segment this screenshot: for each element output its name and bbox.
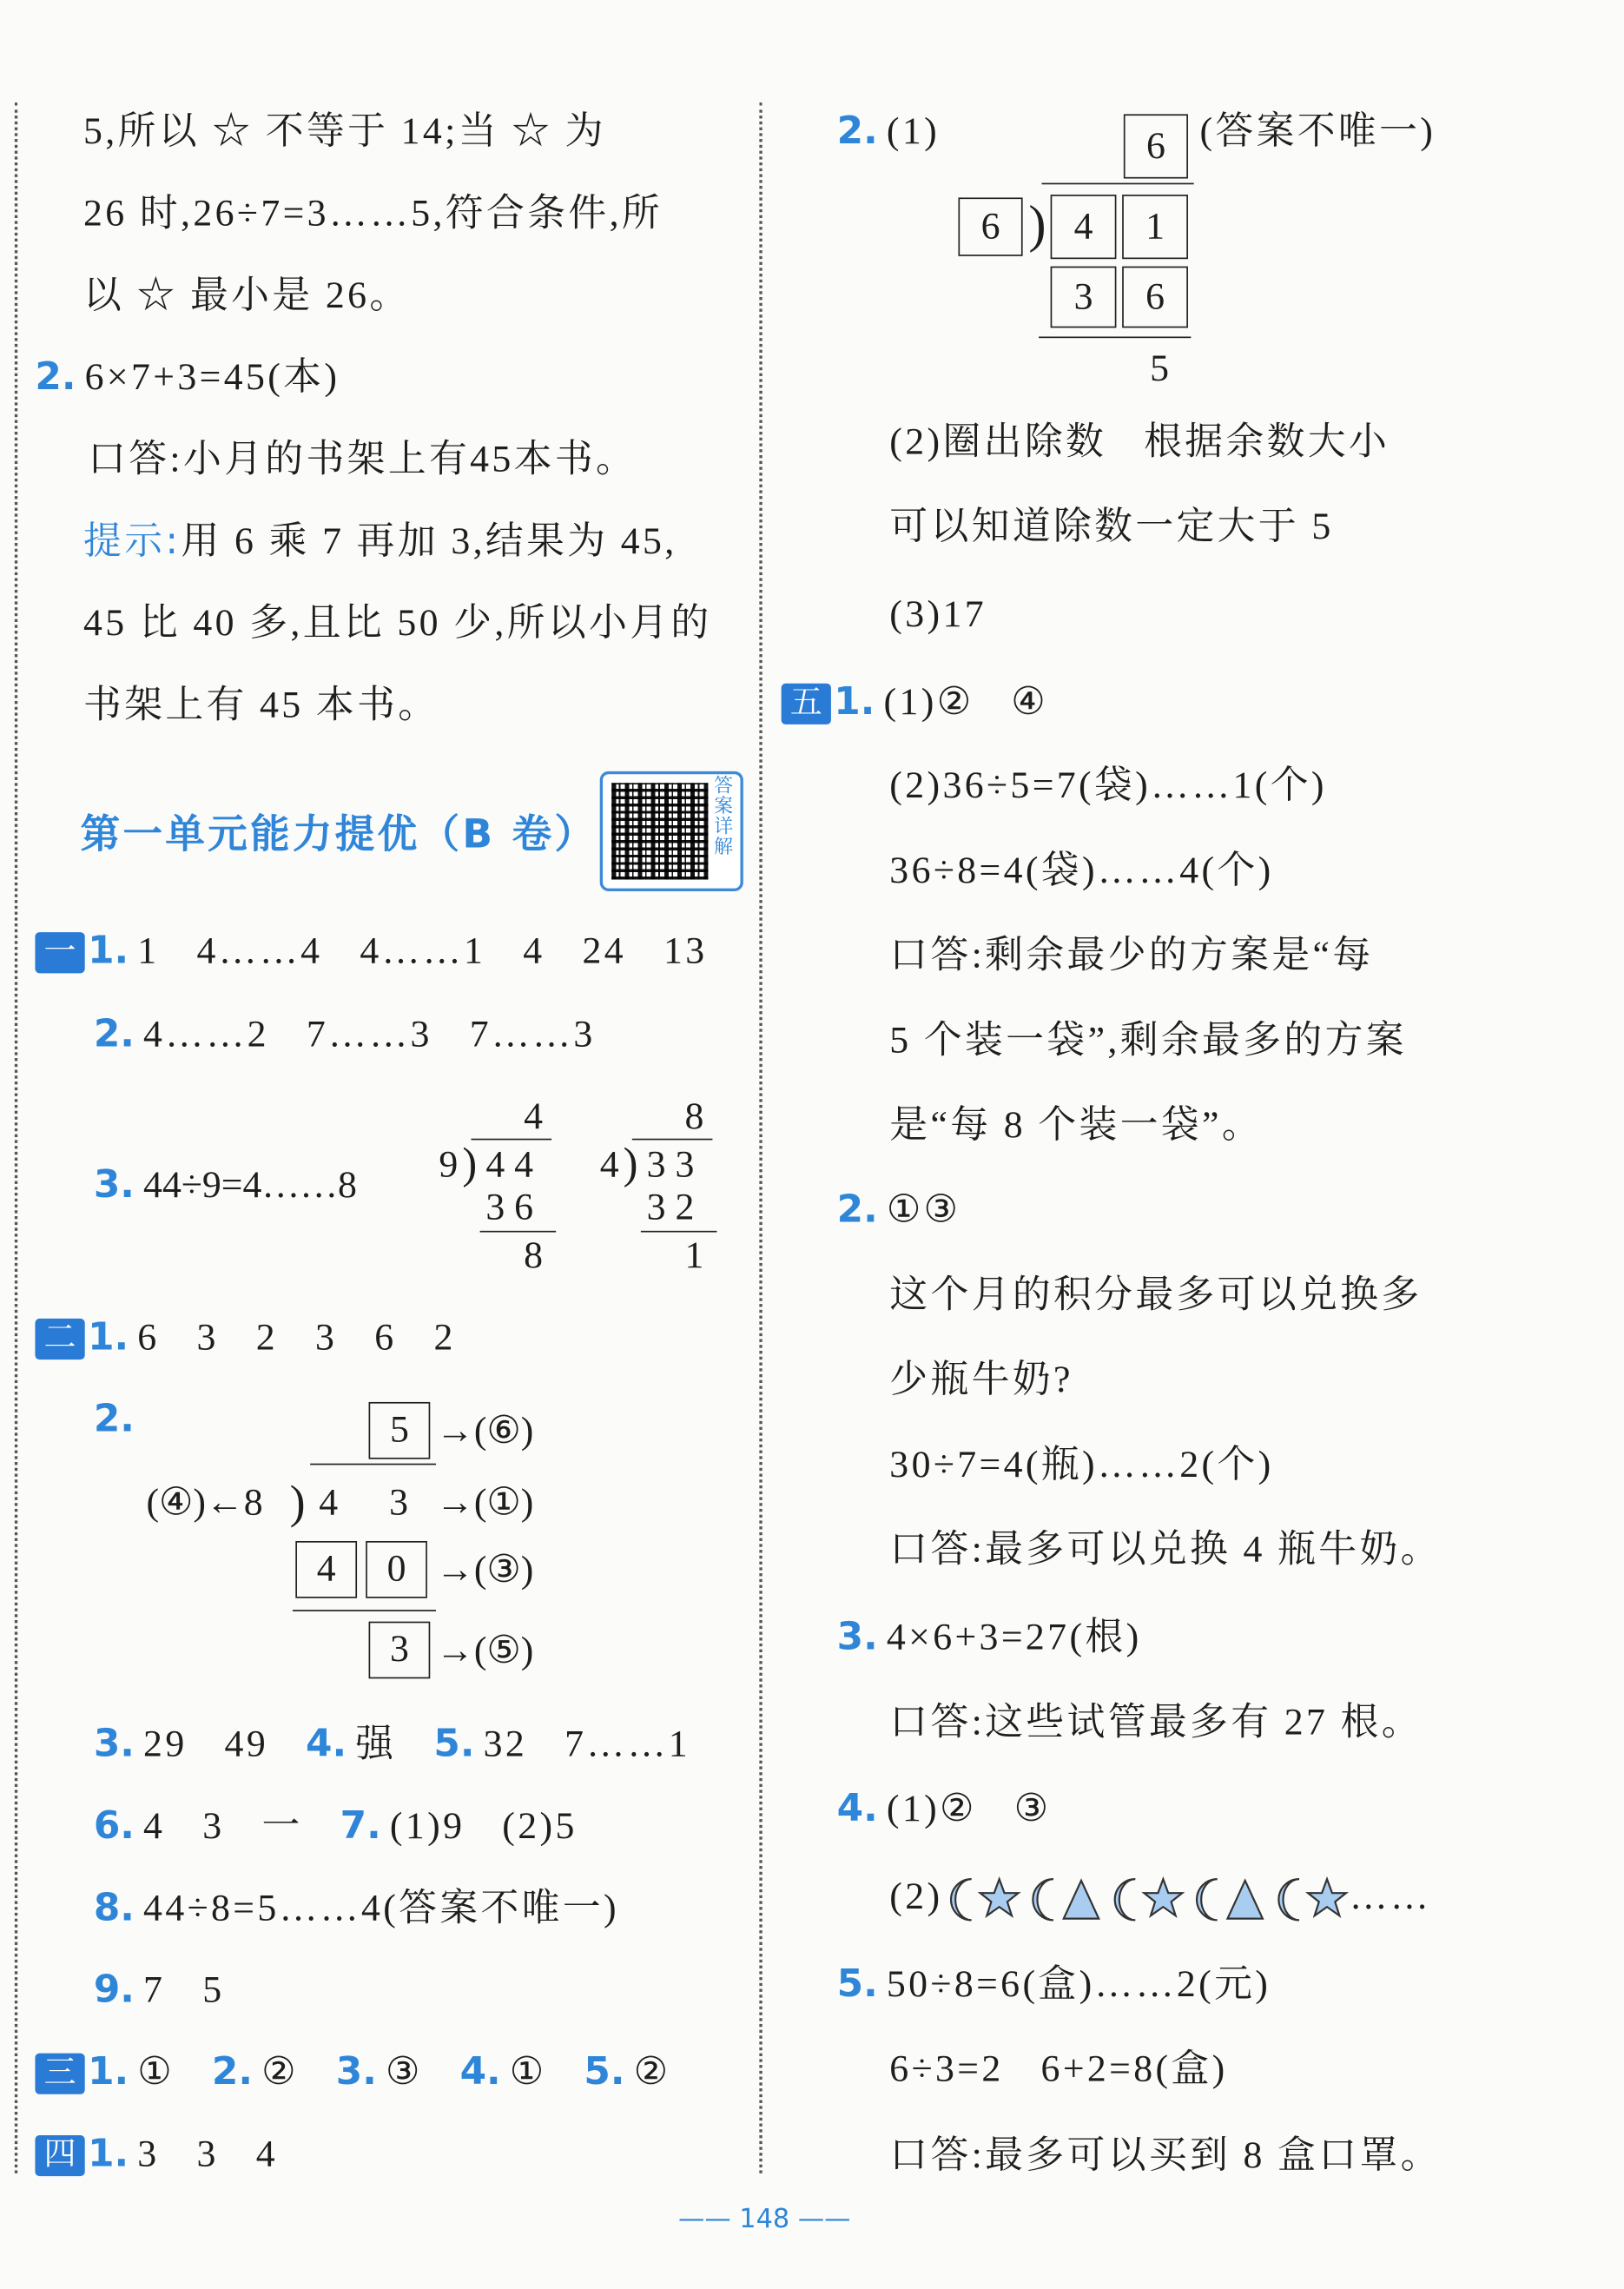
part5-q3 — [837, 1616, 1142, 1660]
product: 3 2 — [646, 1185, 695, 1228]
text-line: 6÷3=2 6+2=8(盒) — [889, 2047, 1228, 2090]
text-line: 是“每 8 个装一袋”。 — [889, 1103, 1264, 1147]
division-bar — [632, 1139, 713, 1141]
question-number: 3. — [93, 1163, 135, 1207]
remainder: 1 — [684, 1234, 704, 1277]
divisor: 4 — [599, 1142, 619, 1186]
section-badge: 三 — [35, 2054, 84, 2094]
part2-q6-q7 — [94, 1804, 578, 1849]
question-number: 3. — [836, 1615, 878, 1660]
quotient: 8 — [684, 1095, 704, 1138]
text-line: 26 时,26÷7=3……5,符合条件,所 — [83, 191, 663, 235]
answer: ② — [633, 2050, 671, 2094]
triangle-icon — [1060, 1875, 1104, 1924]
part2-q3-q5 — [94, 1723, 690, 1767]
text-line: (2)36÷5=7(袋)……1(个) — [889, 764, 1327, 807]
section-badge: 一 — [35, 932, 84, 973]
shape-pattern-line — [889, 1875, 1431, 1924]
text-line: 口答:最多可以兑换 4 瓶牛奶。 — [889, 1527, 1442, 1571]
question-number: 5. — [836, 1962, 878, 2007]
shape-pattern — [942, 1875, 1349, 1924]
quotient: 4 — [524, 1095, 544, 1138]
question-number: 3. — [335, 2050, 377, 2094]
question-number: 1. — [88, 929, 129, 974]
section-badge: 二 — [35, 1319, 84, 1360]
text-line: (3)17 — [889, 592, 987, 636]
product-tens-box: 3 — [1051, 267, 1117, 328]
text-line: 可以知道除数一定大于 5 — [889, 505, 1334, 548]
moon-icon — [942, 1875, 974, 1924]
answer: 6×7+3=45(本) — [84, 355, 340, 399]
moon-icon — [1025, 1875, 1057, 1924]
question-number: 9. — [93, 1968, 135, 2013]
question-number: 1. — [88, 1315, 129, 1360]
question-number: 8. — [93, 1886, 135, 1931]
answer: 4×6+3=27(根) — [886, 1615, 1142, 1658]
dividend-ones: 3 — [389, 1480, 409, 1524]
text-line: 书架上有 45 本书。 — [83, 683, 439, 726]
column-divider — [759, 103, 762, 2173]
subtraction-line — [641, 1231, 717, 1233]
answer: 3 3 4 — [137, 2132, 279, 2175]
question-number: 5. — [584, 2050, 625, 2094]
divisor: 9 — [439, 1142, 459, 1186]
answer: 44÷8=5……4(答案不唯一) — [143, 1886, 619, 1929]
part5-q5 — [837, 1962, 1271, 2007]
answer: 强 — [355, 1722, 397, 1765]
question-number: 2. — [93, 1397, 135, 1442]
answer: 4 3 一 — [143, 1804, 303, 1848]
dividend: 3 3 — [646, 1142, 695, 1186]
answer: (1)② ④ — [883, 680, 1048, 724]
text-line: 以 ☆ 最小是 26。 — [83, 274, 411, 316]
part5-q4 — [837, 1787, 1052, 1831]
star-icon — [1305, 1875, 1350, 1924]
triangle-icon — [1224, 1875, 1268, 1924]
text-line: 口答:最多可以买到 8 盒口罩。 — [889, 2134, 1442, 2177]
divisor-box: 6 — [958, 197, 1022, 255]
sub-label: (1) — [886, 109, 941, 153]
part3 — [35, 2050, 670, 2094]
product-tag: →(③) — [436, 1548, 534, 1591]
section-title: 第一单元能力提优（B 卷） — [80, 812, 597, 858]
text-line: (2)圈出除数 根据余数大小 — [889, 420, 1390, 463]
division-bar — [1042, 183, 1194, 185]
answer: 1 4……4 4……1 4 24 13 — [137, 929, 708, 972]
remainder: 5 — [1150, 347, 1170, 390]
quotient-tag: →(⑥) — [436, 1409, 534, 1452]
answer: ③ — [385, 2050, 423, 2094]
subtraction-line — [293, 1610, 436, 1611]
part2-q8 — [94, 1887, 619, 1931]
division-bracket: ) — [1028, 195, 1046, 254]
dividend-ones-box: 1 — [1122, 195, 1188, 259]
dividend-tens: 4 — [319, 1480, 339, 1524]
right-q2 — [837, 109, 940, 154]
part2-q9 — [94, 1968, 225, 2013]
division-bracket: ) — [289, 1475, 306, 1528]
answer: ① — [509, 2050, 547, 2094]
answer: 4……2 7……3 7……3 — [143, 1012, 596, 1055]
division-bar — [310, 1464, 436, 1465]
text-line: 30÷7=4(瓶)……2(个) — [889, 1443, 1274, 1485]
star-icon — [978, 1875, 1022, 1924]
division-bracket: ) — [623, 1140, 638, 1188]
subtraction-line — [1039, 336, 1191, 338]
hint-text: 用 6 乘 7 再加 3,结果为 45, — [181, 519, 677, 562]
answer: 32 7……1 — [483, 1722, 691, 1765]
division-bracket: ) — [462, 1140, 478, 1188]
question-number: 4. — [306, 1722, 347, 1767]
star-icon — [1142, 1875, 1186, 1924]
product-tens-box: 4 — [295, 1541, 357, 1598]
division-bar — [471, 1139, 551, 1141]
text-line: 这个月的积分最多可以兑换多 — [889, 1273, 1423, 1316]
left-margin-divider — [15, 103, 17, 2173]
question-number: 4. — [836, 1787, 878, 1831]
page-number-value: 148 — [739, 2204, 790, 2235]
text-line: 36÷8=4(袋)……4(个) — [889, 849, 1274, 891]
remainder-box: 3 — [369, 1622, 431, 1679]
part5-q1 — [782, 680, 1048, 724]
section-badge: 四 — [35, 2135, 84, 2176]
part1-q2 — [94, 1013, 596, 1057]
answer: 6 3 2 3 6 2 — [137, 1315, 456, 1359]
answer: ② — [261, 2050, 299, 2094]
question-number: 1. — [88, 2132, 129, 2177]
answer: (1)9 (2)5 — [389, 1804, 578, 1848]
text-line: 5 个装一袋”,剩余最多的方案 — [889, 1018, 1407, 1062]
product: 3 6 — [485, 1185, 534, 1228]
text-line: 口答:这些试管最多有 27 根。 — [889, 1700, 1423, 1743]
question-number: 2. — [211, 2050, 254, 2094]
question-number: 2. — [35, 355, 76, 400]
page-number: —— 148 —— — [677, 2204, 851, 2235]
text-line: 口答:剩余最少的方案是“每 — [889, 933, 1374, 976]
moon-icon — [1189, 1875, 1221, 1924]
question-number: 2. — [836, 109, 878, 154]
part2-q2 — [94, 1398, 143, 1442]
question-2 — [35, 355, 340, 400]
part1-q3 — [94, 1163, 357, 1207]
section-badge: 五 — [782, 684, 831, 724]
answer: 50÷8=6(盒)……2(元) — [886, 1962, 1271, 2006]
question-number: 1. — [834, 680, 875, 724]
text-line: 口答:小月的书架上有45本书。 — [88, 437, 637, 480]
text-line: 少瓶牛奶? — [889, 1358, 1073, 1401]
question-number: 7. — [340, 1804, 381, 1849]
hint-label: 提示: — [83, 519, 182, 564]
answer: (1)② ③ — [886, 1787, 1052, 1829]
question-number: 5. — [433, 1722, 475, 1767]
product-ones-box: 0 — [366, 1541, 427, 1598]
quotient-box: 5 — [369, 1402, 431, 1459]
qr-code-icon — [611, 783, 708, 879]
moon-icon — [1106, 1875, 1139, 1924]
answer: ①③ — [886, 1188, 961, 1231]
product-ones-box: 6 — [1122, 267, 1188, 328]
question-number: 3. — [93, 1722, 135, 1767]
question-number: 2. — [93, 1012, 135, 1057]
answer: 29 49 — [143, 1722, 269, 1765]
dividend-tag: →(①) — [436, 1480, 534, 1524]
part5-q2 — [837, 1188, 961, 1233]
sub-label: (2) — [889, 1875, 943, 1917]
part2-q1 — [35, 1316, 455, 1360]
remainder: 8 — [524, 1234, 544, 1277]
qr-label: 答案详解 — [714, 775, 734, 859]
remainder-tag: →(⑤) — [436, 1629, 534, 1671]
answer: 7 5 — [143, 1968, 225, 2011]
part1-q1 — [35, 929, 707, 974]
ellipsis: …… — [1349, 1875, 1432, 1917]
answer: ① — [137, 2050, 175, 2094]
question-number: 2. — [836, 1188, 878, 1233]
moon-icon — [1271, 1875, 1303, 1924]
text-line: 45 比 40 多,且比 50 少,所以小月的 — [83, 601, 712, 645]
answer: 44÷9=4……8 — [143, 1163, 357, 1207]
dividend: 4 4 — [485, 1142, 534, 1186]
quotient-box: 6 — [1124, 114, 1188, 178]
note: (答案不唯一) — [1199, 109, 1436, 153]
divisor-tag: (④)←8 — [146, 1480, 263, 1524]
question-number: 6. — [93, 1804, 135, 1849]
part4-q1 — [35, 2133, 278, 2177]
question-number: 4. — [459, 2050, 501, 2094]
text-line: 5,所以 ☆ 不等于 14;当 ☆ 为 — [83, 109, 606, 153]
question-number: 1. — [88, 2050, 129, 2094]
dividend-tens-box: 4 — [1051, 195, 1117, 259]
subtraction-line — [480, 1231, 557, 1233]
hint-line — [83, 519, 677, 564]
qr-code-panel[interactable] — [600, 771, 743, 891]
